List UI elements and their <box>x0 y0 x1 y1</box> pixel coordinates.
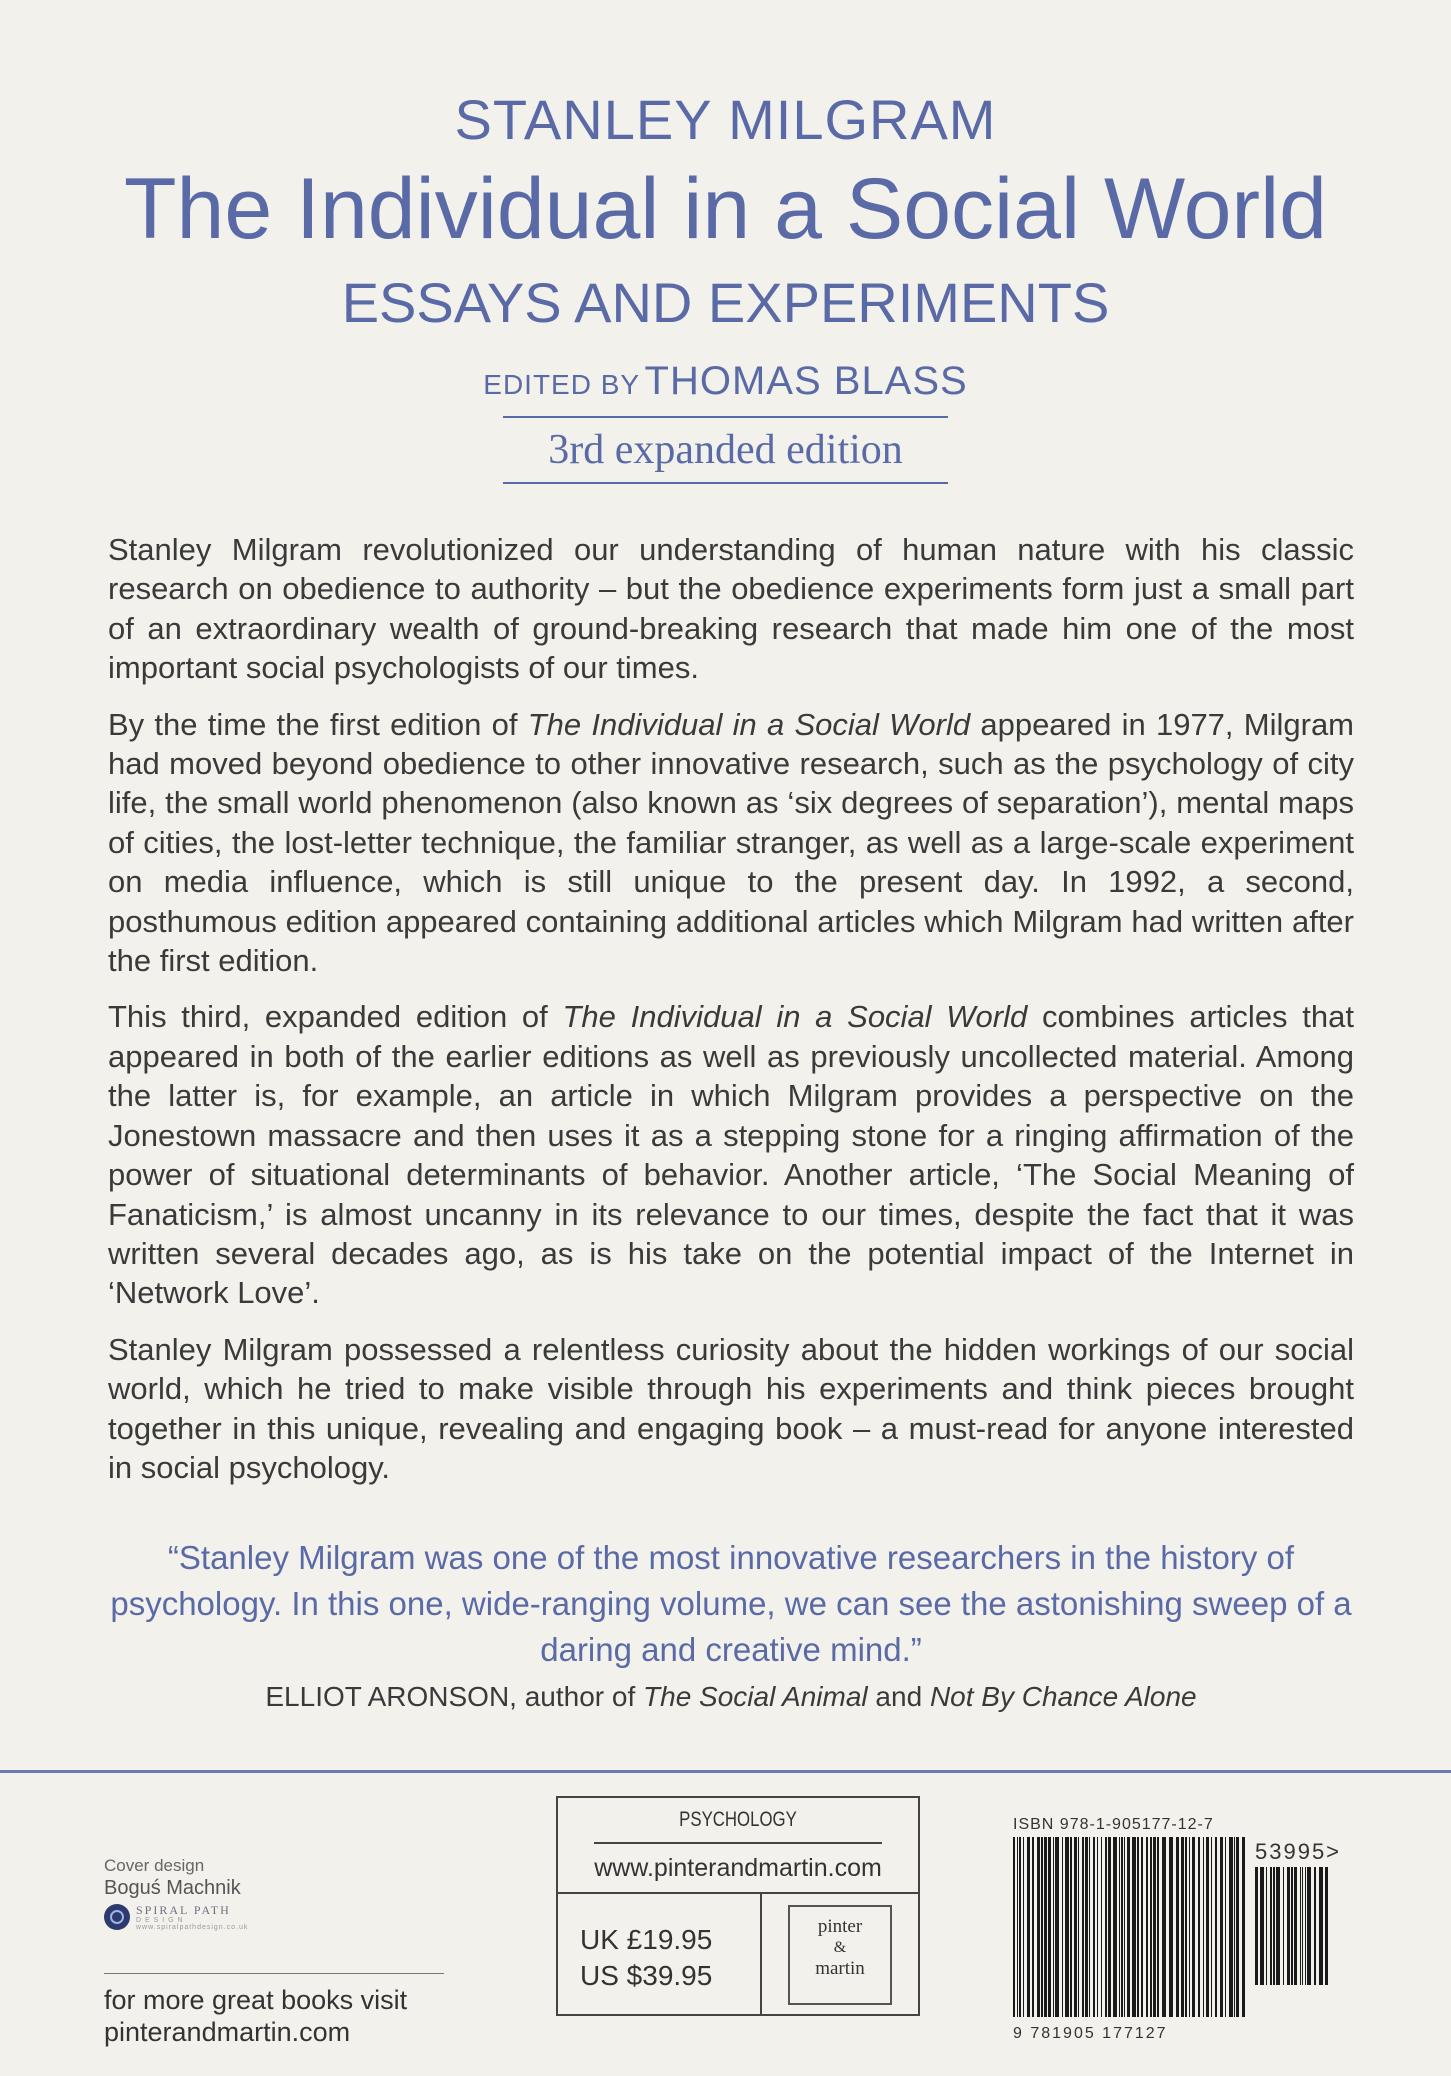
barcode-bar <box>1305 1867 1306 1985</box>
book-title-italic: The Individual in a Social World <box>527 706 971 742</box>
cover-credits <box>104 1855 444 2048</box>
barcode-bar <box>1101 1837 1102 2017</box>
barcode-bar <box>1141 1837 1143 2017</box>
barcode-bar <box>1074 1837 1077 2017</box>
barcode-bar <box>1302 1867 1303 1985</box>
visit-line-2: pinterandmartin.com <box>104 2017 351 2047</box>
barcode-bar <box>1157 1837 1159 2017</box>
barcode-bar <box>1093 1837 1095 2017</box>
barcode-bar <box>1089 1837 1090 2017</box>
barcode-bar <box>1294 1867 1297 1985</box>
barcode-bar <box>1023 1837 1024 2017</box>
barcode-bar <box>1108 1837 1111 2017</box>
barcode-bar <box>1121 1837 1123 2017</box>
barcode-bar <box>1019 1837 1021 2017</box>
barcode-bar <box>1150 1837 1152 2017</box>
barcode-bar <box>1062 1837 1063 2017</box>
barcode-bar <box>1234 1837 1235 2017</box>
blurb-paragraph: Stanley Milgram possessed a relentless curiosity about the hidden workings of our social world, which he tried to make visible through his experiments and think pieces brought together in this unique, revealing and engaging book – a must-read for anyone interested in social psychology. <box>108 1331 1354 1485</box>
spiral-icon <box>104 1904 130 1930</box>
isbn-number: ISBN 978-1-905177-12-7 <box>1013 1816 1214 1833</box>
pinter-martin-logo: pinter & martin <box>788 1905 892 2005</box>
barcode-addon-bars <box>1255 1867 1331 1985</box>
barcode-bar <box>1220 1837 1223 2017</box>
barcode-bar <box>1176 1837 1179 2017</box>
barcode-bar <box>1097 1837 1098 2017</box>
barcode-bar <box>1169 1837 1173 2017</box>
barcode-bar <box>1181 1837 1184 2017</box>
credits-rule <box>104 1973 444 1974</box>
barcode-bar <box>1203 1837 1204 2017</box>
category-label: PSYCHOLOGY <box>594 1798 882 1844</box>
cover-header <box>0 85 1451 484</box>
edition-label: 3rd expanded edition <box>548 427 903 473</box>
barcode-bar <box>1153 1837 1156 2017</box>
barcode-bar <box>1070 1837 1072 2017</box>
barcode-bar <box>1287 1867 1290 1985</box>
blurb-paragraph: By the time the first edition of The Individual in a Social World appeared in 1977, Milgram had moved beyond obedience to other innovative research, such as the psychology of city life, the small world phenomenon (also known as ‘six degrees of separation’), mental maps of cities, the lost-letter technique, the familiar stranger, as well as a large-scale experiment on media influence, which is still unique to the present day. In 1992, a second, posthumous edition appeared containing additional articles which Milgram had written after the first edition. <box>108 706 1355 979</box>
barcode-bar <box>1307 1867 1311 1985</box>
barcode-bar <box>1105 1837 1107 2017</box>
visit-line-1: for more great books visit <box>104 1985 408 2015</box>
us-price: US $39.95 <box>580 1960 713 1991</box>
barcode-bar <box>1162 1837 1166 2017</box>
barcode-bar <box>1113 1837 1117 2017</box>
barcode-bar <box>1048 1837 1051 2017</box>
edition-rule-bottom <box>503 482 948 484</box>
prices <box>558 1894 762 2016</box>
barcode-bar <box>1119 1837 1120 2017</box>
barcode-bar <box>1032 1837 1034 2017</box>
barcode-bar <box>1185 1837 1187 2017</box>
barcode-bar <box>1206 1837 1209 2017</box>
blurb-paragraph: This third, expanded edition of The Individual in a Social World combines articles that appeared in both of the earlier editions as well as previously uncollected material. Among the latter is, for example, an article in which Milgram provides a perspective on the Jonestown massacre and then uses it as a stepping stone for a ringing affirmation of the power of situational determinants of behavior. Another article, ‘The Social Meaning of Fanaticism,’ is almost uncanny in its relevance to our times, despite the fact that it was written several decades ago, as is his take on the potential impact of the Internet in ‘Network Love’. <box>108 999 1354 1311</box>
barcode-bar <box>1132 1837 1136 2017</box>
barcode-bar <box>1225 1837 1226 2017</box>
publisher-logo <box>762 1894 918 2016</box>
book-title: The Individual in a Social World <box>123 161 1328 257</box>
barcode-bar <box>1266 1867 1267 1985</box>
barcode-bar <box>1319 1867 1323 1985</box>
studio-url: www.spiralpathdesign.co.uk <box>136 1924 249 1931</box>
publisher-website: www.pinterandmartin.com <box>558 1844 918 1894</box>
barcode-bar <box>1065 1837 1069 2017</box>
barcode-bar <box>1013 1837 1015 2017</box>
barcode-bar <box>1273 1867 1275 1985</box>
barcode-bar <box>1053 1837 1054 2017</box>
price-row <box>558 1894 918 2016</box>
barcode-bar <box>1041 1837 1043 2017</box>
barcode-bar <box>1236 1837 1239 2017</box>
barcode-bar <box>1137 1837 1139 2017</box>
barcode-bar <box>1044 1837 1047 2017</box>
book-title-italic: The Individual in a Social World <box>562 999 1028 1035</box>
barcode-bar <box>1127 1837 1130 2017</box>
barcode-addon-code: 53995> <box>1255 1839 1342 1864</box>
barcode-bar <box>1260 1867 1264 1985</box>
barcode-bar <box>1270 1867 1272 1985</box>
barcode-bar <box>1017 1837 1018 2017</box>
price-box <box>556 1796 920 2016</box>
barcode-bar <box>1215 1837 1217 2017</box>
editor-name: THOMAS BLASS <box>644 359 968 403</box>
barcode-bar <box>1229 1837 1233 2017</box>
edited-by-label: EDITED BY <box>483 369 641 400</box>
cover-design-label: Cover design <box>104 1856 205 1875</box>
barcode-bar <box>1037 1837 1040 2017</box>
barcode-bar <box>1198 1837 1200 2017</box>
barcode-main-bars <box>1013 1837 1245 2017</box>
barcode-bar <box>1192 1837 1195 2017</box>
designer-name: Boguś Machnik <box>104 1877 241 1899</box>
book-subtitle: ESSAYS AND EXPERIMENTS <box>341 271 1110 334</box>
studio-sub: D E S I G N <box>136 1917 184 1924</box>
barcode-bar <box>1027 1837 1030 2017</box>
author-name: STANLEY MILGRAM <box>454 88 997 151</box>
barcode-bar <box>1055 1837 1059 2017</box>
barcode-bar <box>1283 1867 1284 1985</box>
barcode-digits: 9 781905 177127 <box>1013 2025 1168 2042</box>
studio-logo <box>104 1903 444 1931</box>
footer-divider <box>0 1770 1451 1773</box>
editor-line <box>0 355 1451 416</box>
barcode-bar <box>1146 1837 1148 2017</box>
blurb-body <box>108 530 1354 1487</box>
barcode-bar <box>1124 1837 1125 2017</box>
barcode-bar <box>1211 1837 1212 2017</box>
studio-name: SPIRAL PATH <box>136 1903 231 1917</box>
uk-price: UK £19.95 <box>580 1924 713 1955</box>
barcode-bar <box>1325 1867 1328 1985</box>
barcode-bar <box>1300 1867 1301 1985</box>
endorsement-quote <box>108 1535 1354 1719</box>
quote-attribution: ELLIOT ARONSON, author of The Social Animal and Not By Chance Alone <box>265 1681 1197 1712</box>
barcode-bar <box>1085 1837 1088 2017</box>
barcode-bar <box>1291 1867 1293 1985</box>
barcode-bar <box>1078 1837 1079 2017</box>
barcode-bar <box>1314 1867 1316 1985</box>
barcode-bar <box>1242 1837 1245 2017</box>
quote-text: “Stanley Milgram was one of the most innovative researchers in the history of psychology. In this one, wide-ranging volume, we can see the astonishing sweep of a daring and creative mind.” <box>110 1539 1352 1668</box>
barcode-bar <box>1255 1867 1258 1985</box>
barcode-bar <box>1276 1867 1280 1985</box>
blurb-paragraph: Stanley Milgram revolutionized our understanding of human nature with his classic research on obedience to authority – but the obedience experiments form just a small part of an extraordinary wealth of ground-breaking research that made him one of the most important social psychologists of our times. <box>108 532 1354 686</box>
barcode-bar <box>1082 1837 1084 2017</box>
barcode-bar <box>1189 1837 1190 2017</box>
isbn-barcode <box>1013 1815 1373 2044</box>
